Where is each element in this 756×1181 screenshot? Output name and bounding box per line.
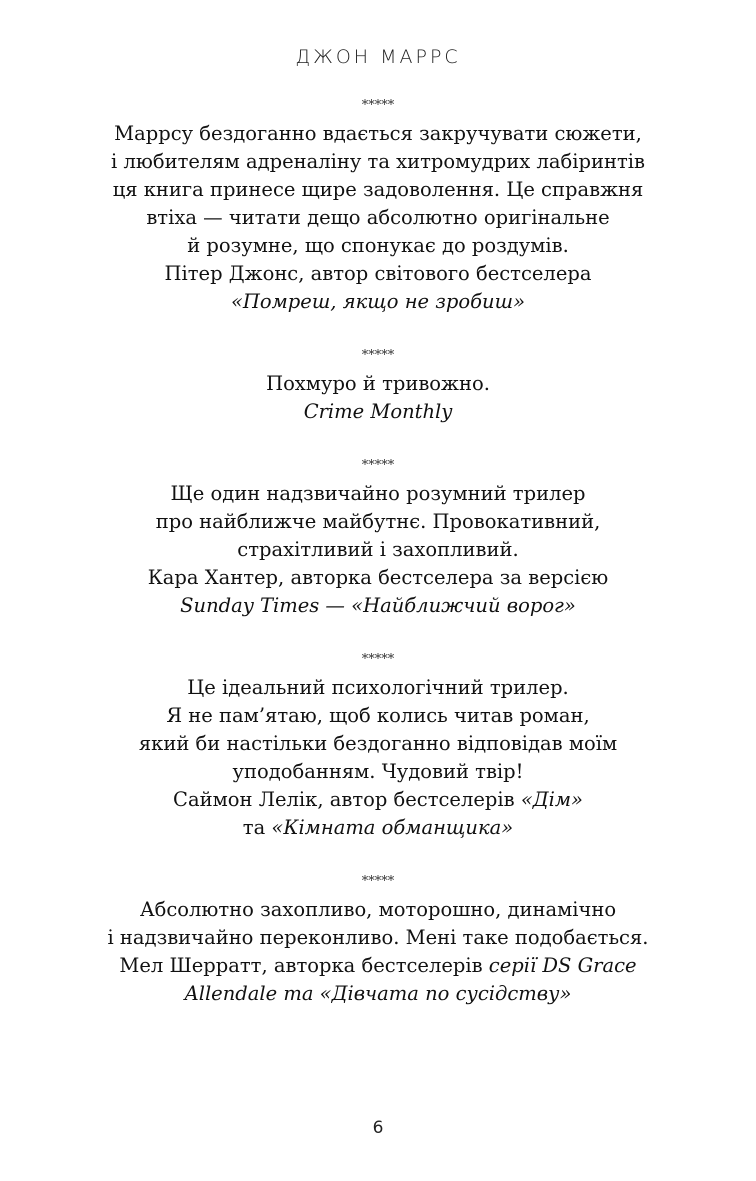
review-attribution: Кара Хантер, авторка бестселера за версією bbox=[147, 566, 609, 589]
separator-stars: ***** bbox=[361, 348, 395, 363]
review-text-line: про найближче майбутнє. Провокативний, bbox=[155, 510, 601, 533]
review-text-line: втіха — читати дещо абсолютно оригінальне bbox=[146, 206, 610, 229]
review-3 bbox=[0, 452, 756, 620]
review-text-line: Абсолютно захопливо, моторошно, динамічно bbox=[139, 898, 617, 921]
review-text-line: і надзвичайно переконливо. Мені таке подобається. bbox=[107, 926, 649, 949]
review-attribution-cont bbox=[0, 814, 756, 842]
review-text-line: Ще один надзвичайно розумний трилер bbox=[170, 482, 586, 505]
page-number: 6 bbox=[372, 1118, 384, 1138]
book-title: «Кімната обманщика» bbox=[271, 816, 514, 839]
review-2 bbox=[0, 342, 756, 426]
book-series: серії DS Grace bbox=[488, 954, 637, 977]
review-text-line: й розумне, що спонукає до роздумів. bbox=[187, 234, 569, 257]
attribution-text: Саймон Лелік, автор бестселерів bbox=[173, 788, 521, 811]
review-source-title: Sunday Times — «Найближчий ворог» bbox=[180, 594, 576, 617]
review-text-line: ця книга принесе щире задоволення. Це справжня bbox=[112, 178, 644, 201]
running-header: ДЖОН МАРРС bbox=[295, 46, 461, 68]
separator-stars: ***** bbox=[361, 874, 395, 889]
reviews-section bbox=[0, 92, 756, 1034]
review-text-line: і любителям адреналіну та хитромудрих лабіринтів bbox=[111, 150, 645, 173]
review-text-line: який би настільки бездоганно відповідав моїм bbox=[138, 732, 618, 755]
review-text-line: Я не пам’ятаю, щоб колись читав роман, bbox=[166, 704, 590, 727]
review-attribution: Пітер Джонс, автор світового бестселера bbox=[164, 262, 592, 285]
review-source-title: «Помреш, якщо не зробиш» bbox=[230, 290, 526, 313]
review-source-title: Crime Monthly bbox=[303, 400, 453, 423]
review-text-line: Похмуро й тривожно. bbox=[266, 372, 490, 395]
review-attribution bbox=[0, 952, 756, 980]
separator-stars: ***** bbox=[361, 652, 395, 667]
book-title: «Дім» bbox=[520, 788, 583, 811]
review-text-line: уподобанням. Чудовий твір! bbox=[232, 760, 524, 783]
review-source-title: Allendale та «Дівчата по сусідству» bbox=[184, 982, 572, 1005]
review-1 bbox=[0, 92, 756, 316]
review-text-line: Маррсу бездоганно вдається закручувати сюжети, bbox=[114, 122, 642, 145]
separator-stars: ***** bbox=[361, 98, 395, 113]
review-text-line: Це ідеальний психологічний трилер. bbox=[187, 676, 569, 699]
separator-stars: ***** bbox=[361, 458, 395, 473]
attribution-text: Мел Шерратт, авторка бестселерів bbox=[119, 954, 489, 977]
attribution-text: та bbox=[242, 816, 272, 839]
review-attribution bbox=[0, 786, 756, 814]
review-5 bbox=[0, 868, 756, 1008]
review-text-line: страхітливий і захопливий. bbox=[237, 538, 519, 561]
review-4 bbox=[0, 646, 756, 842]
